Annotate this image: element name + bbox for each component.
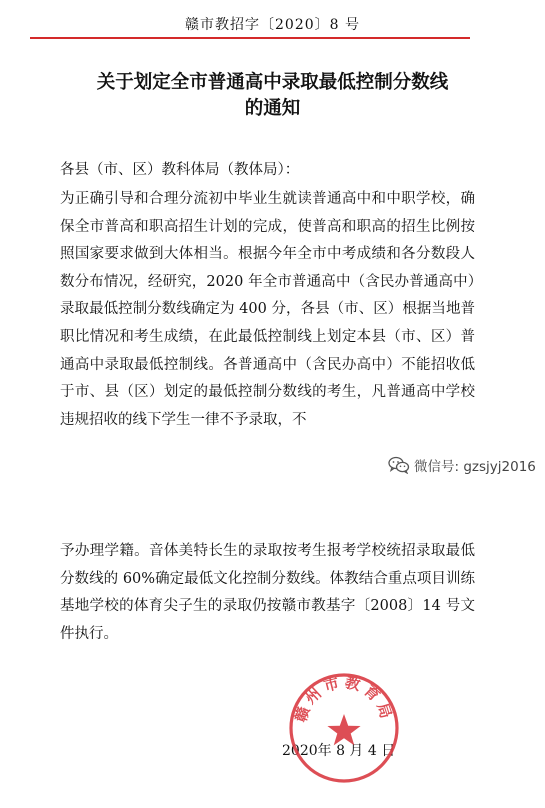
wechat-watermark [388,455,536,475]
issue-date: 2020年 8 月 4 日 [282,743,396,759]
title-line-1: 关于划定全市普通高中录取最低控制分数线 [96,72,449,93]
document-number: 赣市教招字〔2020〕8 号 [185,17,360,33]
salutation: 各县（市、区）教科体局（教体局）： [60,162,300,178]
body-paragraph-2: 予办理学籍。音体美特长生的录取按考生报考学校统招录取最低分数线的 60%确定最低文化控制分数线。体教结合重点项目训练基地学校的体育尖子生的录取仍按赣市教基字〔2008〕14 号文件执行。 [60,543,475,642]
title-line-2: 的通知 [244,98,301,119]
red-header-rule [30,37,470,39]
seal-star-icon [327,714,360,745]
wechat-icon [388,456,410,474]
seal-text: 赣州市教育局 [291,673,397,725]
official-seal [288,672,400,784]
body-paragraph-1: 为正确引导和合理分流初中毕业生就读普通高中和中职学校，确保全市普高和职高招生计划的完成，使普高和职高的招生比例按照国家要求做到大体相当。根据今年全市中考成绩和各分数段人数分布情况，经研究，2020 年全市普通高中（含民办普通高中）录取最低控制分数线确定为 400 分，各县（市、区）根据当地普职比情况和考生成绩，在此最低控制线上划定本县（市、区）普通高中录取最低控制线。各普通高中（含民办高中）不能招收低于市、县（区）划定的最低控制分数线的考生，凡普通高中学校违规招收的线下学生一律不予录取，不 [60,191,475,428]
document-title [20,70,525,122]
watermark-text: 微信号: gzsjyj2016 [414,459,536,475]
